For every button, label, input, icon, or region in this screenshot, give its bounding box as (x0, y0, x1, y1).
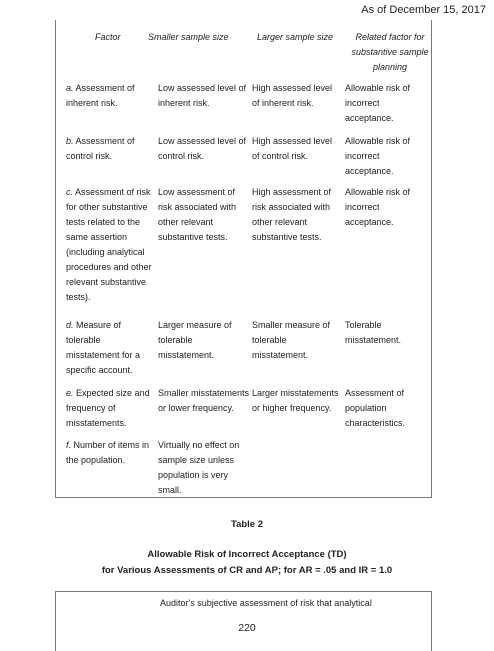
header-smaller: Smaller sample size (148, 32, 229, 42)
table-row-b-factor: b. Assessment of control risk. (66, 136, 135, 161)
table-row-f-smaller: Virtually no effect on sample size unless population is very small. (158, 440, 240, 495)
table-row-e-related: Assessment of population characteristics. (345, 388, 406, 428)
table-row-e-factor: e. Expected size and frequency of misstatements. (66, 388, 150, 428)
table-row-a-smaller: Low assessed level of inherent risk. (158, 83, 247, 108)
header-factor: Factor (95, 32, 121, 42)
table-row-d-smaller: Larger measure of tolerable misstatement. (158, 320, 232, 360)
table-row-a-larger: High assessed level of inherent risk. (252, 83, 333, 108)
table-row-d-larger: Smaller measure of tolerable misstatement. (252, 320, 331, 360)
table-row-c-smaller: Low assessment of risk associated with other relevant substantive tests. (158, 187, 237, 242)
table-row-c-larger: High assessment of risk associated with other relevant substantive tests. (252, 187, 332, 242)
table2-header-text: Auditor's subjective assessment of risk that analytical (160, 598, 372, 608)
table-row-c-related: Allowable risk of incorrect acceptance. (345, 187, 411, 227)
table-row-a-related: Allowable risk of incorrect acceptance. (345, 83, 411, 123)
table-row-d-factor: d. Measure of tolerable misstatement for a specific account. (66, 320, 141, 375)
table-row-b-related: Allowable risk of incorrect acceptance. (345, 136, 411, 176)
table-row-e-larger: Larger misstatements or higher frequency. (252, 388, 339, 413)
table-row-a-factor: a. Assessment of inherent risk. (66, 83, 135, 108)
date-stamp: As of December 15, 2017 (361, 4, 486, 16)
table-row-b-smaller: Low assessed level of control risk. (158, 136, 247, 161)
table-row-c-factor: c. Assessment of risk for other substantive tests related to the same assertion (including analytical procedures and other relevant substantive tests). (66, 187, 152, 302)
table-row-d-related: Tolerable misstatement. (345, 320, 402, 345)
table-row-b-larger: High assessed level of control risk. (252, 136, 333, 161)
header-related: Related factor for substantive sample planning (351, 32, 429, 72)
table2-title: Allowable Risk of Incorrect Acceptance (TD) (147, 549, 347, 560)
table-row-e-smaller: Smaller misstatements or lower frequency. (158, 388, 250, 413)
page-number: 220 (238, 622, 256, 634)
table2-subtitle: for Various Assessments of CR and AP; for AR = .05 and IR = 1.0 (101, 565, 393, 576)
table-row-f-factor: f. Number of items in the population. (66, 440, 150, 465)
header-larger: Larger sample size (257, 32, 334, 42)
table2-label: Table 2 (230, 519, 264, 530)
